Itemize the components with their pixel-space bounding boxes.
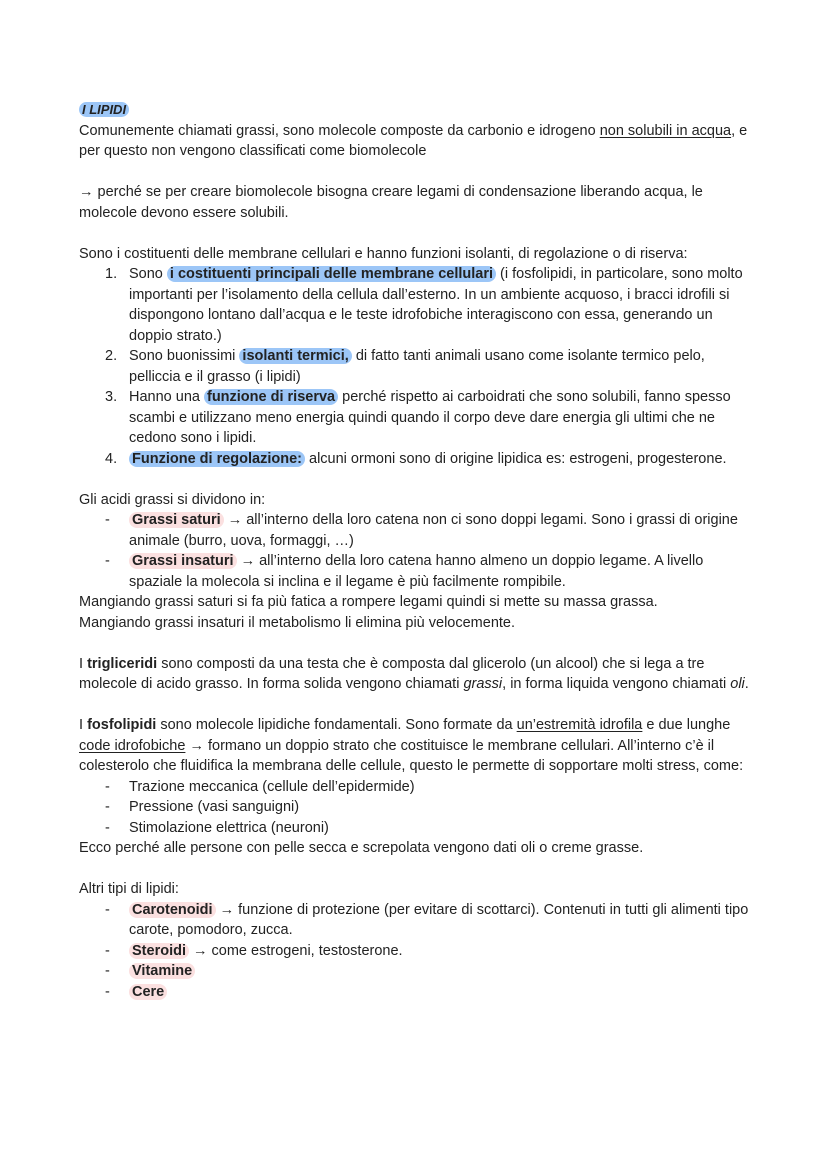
functions-list <box>79 264 759 469</box>
arrow-note: → perché se per creare biomolecole bisogna creare legami di condensazione liberando acqua, le molecole devono essere solubili. <box>79 184 703 221</box>
other-lipid-item: - Vitamine <box>79 961 759 982</box>
unsaturated-note: Mangiando grassi insaturi il metabolismo li elimina più velocemente. <box>79 614 516 631</box>
function-highlight: isolanti termici, <box>239 348 351 364</box>
document-page <box>79 100 759 1002</box>
other-lipid-item: - Cere <box>79 982 759 1003</box>
function-item: 1. Sono i costituenti principali delle membrane cellulari (i fosfolipidi, in particolare, sono molto importanti per l’isolamento della cellula dall’esterno. In un ambiente acquoso, i bracci idrofili si dispongono lontano dall’acqua e le teste idrofobiche interagiscono con essa, generando un doppio strato.) <box>105 266 743 344</box>
acid-name: Grassi insaturi <box>129 553 237 569</box>
other-lipid-item: - Carotenoidi → funzione di protezione (per evitare di scottarci). Contenuti in tutti gli alimenti tipo carote, pomodoro, zucca. <box>105 901 749 938</box>
lipid-name: Cere <box>129 984 167 1000</box>
lipid-name: Carotenoidi <box>129 902 216 918</box>
acid-item: - Grassi insaturi → all’interno della loro catena hanno almeno un doppio legame. A livello spaziale la molecola si inclina e il legame è più facilmente rompibile. <box>105 553 704 590</box>
other-lipids-intro: Altri tipi di lipidi: <box>79 881 179 897</box>
lipid-name: Steroidi <box>129 943 189 959</box>
functions-intro: Sono i costituenti delle membrane cellulari e hanno funzioni isolanti, di regolazione o di riserva: <box>79 245 688 262</box>
stress-item: - Pressione (vasi sanguigni) <box>105 799 300 815</box>
other-lipid-item: - Steroidi → come estrogeni, testosterone. <box>105 942 403 959</box>
phospholipids-paragraph: I fosfolipidi sono molecole lipidiche fondamentali. Sono formate da un’estremità idrofila e due lunghe code idrofobiche → formano un doppio strato che costituisce le membrane cellulari. All’interno c’è il colesterolo che fluidifica la membrana delle cellule, questo le permette di sopportare molti stress, come: <box>79 717 744 774</box>
intro-paragraph: Comunemente chiamati grassi, sono molecole composte da carbonio e idrogeno non solubili in acqua, e per questo non vengono classificati come biomolecole <box>79 122 748 159</box>
non-soluble-underline: non solubili in acqua <box>599 122 732 139</box>
lipid-name: Vitamine <box>129 963 195 979</box>
title-line <box>79 100 759 121</box>
stress-item: - Stimolazione elettrica (neuroni) <box>105 819 329 836</box>
stress-list <box>79 777 759 839</box>
function-highlight: i costituenti principali delle membrane cellulari <box>167 266 496 282</box>
function-item: 4. Funzione di regolazione: alcuni ormoni sono di origine lipidica es: estrogeni, progesterone. <box>105 450 727 467</box>
page-title: I LIPIDI <box>79 102 129 117</box>
acids-intro: Gli acidi grassi si dividono in: <box>79 491 266 508</box>
acid-item: - Grassi saturi → all’interno della loro catena non ci sono doppi legami. Sono i grassi di origine animale (burro, uova, formaggi, …) <box>105 512 738 549</box>
function-highlight: Funzione di regolazione: <box>129 451 305 467</box>
acid-name: Grassi saturi <box>129 512 224 528</box>
triglycerides-paragraph: I trigliceridi sono composti da una testa che è composta dal glicerolo (un alcool) che si lega a tre molecole di acido grasso. In forma solida vengono chiamati grassi, in forma liquida vengono chiamati oli. <box>79 655 749 692</box>
other-lipids-list <box>79 900 759 1003</box>
function-item: 3. Hanno una funzione di riserva perché rispetto ai carboidrati che sono solubili, fanno spesso scambi e utilizzano meno energia quindi quando il corpo deve dare energia gli ultimi che ne cedono sono i lipidi. <box>105 389 731 446</box>
function-item: 2. Sono buonissimi isolanti termici, di fatto tanti animali usano come isolante termico pelo, pelliccia e il grasso (i lipidi) <box>105 348 705 385</box>
dry-skin-note: Ecco perché alle persone con pelle secca e screpolata vengono dati oli o creme grasse. <box>79 840 644 856</box>
function-highlight: funzione di riserva <box>204 389 338 405</box>
saturated-note: Mangiando grassi saturi si fa più fatica a rompere legami quindi si mette su massa grassa. <box>79 594 658 610</box>
stress-item: - Trazione meccanica (cellule dell’epidermide) <box>105 778 415 795</box>
acids-list <box>79 510 759 592</box>
